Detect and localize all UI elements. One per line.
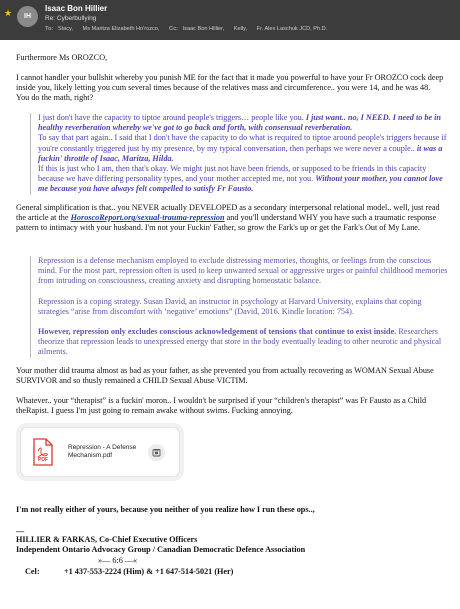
pdf-type-label: PDF [38,457,48,463]
cc-label: Cc: [169,26,179,32]
quote-block-2 [30,256,450,358]
attachment-card[interactable] [20,427,180,477]
quote-text: I just don't have the capacity to tiptoe around people's triggers… people like you. [38,113,306,122]
paragraph-text: and you'll understand WHY you have such a traumatic response pattern to intimacy with your husband. I'm not your Fuckin' Father, so grow the Fark's up or get the Fark's Out of My Lane. [16,213,437,233]
pdf-file-icon [32,438,54,466]
quote-paragraph: Repression is a coping strategy. Susan David, an instructor in psychology at Harvard University, explains that coping strategies “arise from discomfort with ‘negative’ emotions” (David, 2016. Kindle location: 754). [38,296,422,316]
attachment-filename[interactable]: Repression - A Defense Mechanism.pdf [68,444,137,459]
recipient[interactable]: Kelly, [233,26,248,32]
quote-emphasis: I just want.. no, I NEED. I need to be in healthy reverberation whereby we've got to go back and forth, with consensual reverberation. [38,113,441,133]
quote-block-1 [30,113,450,195]
recipients-line [45,26,327,32]
subject-line: Re: Cyberbullying [45,15,97,22]
quote-emphasis: However, repression only excludes conscious acknowledgement of tensions that continue to exist inside. [38,327,397,337]
signature-org: Independent Ontario Advocacy Group / Canadian Democratic Defence Association [16,545,306,554]
signature-name: HILLIER & FARKAS, Co-Chief Executive Officers [16,535,198,544]
paragraph-text: General simplification is that.. you NEVER actually DEVELOPED as a secondary interpersonal relational model.. well, just read the article at the [16,203,440,223]
recipient[interactable]: Ms Maritza Elizabeth Ho'rozco, [82,26,160,32]
paragraph-4: Whatever.. your “therapist” is a fuckin' moron.. I wouldn't be surprised if your “children's therapist” was Fr Fausto as a Child theRapist. I guess I'm just going to remain awake without swims. Fucking annoying. [16,396,427,416]
avatar: IH [17,6,38,27]
signature-ornament: »— 6:6 —« [98,556,138,565]
paragraph-2 [16,203,444,234]
paragraph-3: Your mother did trauma almost as bad as your father, as she prevented you from actually recovering as WOMAN Sexual Abuse SURVIVOR and so thusly remained a CHILD Sexual Abuse VICTIM. [16,366,434,386]
cel-number[interactable]: +1 437-553-2224 (Him) & +1 647-514-5021 (Her) [64,567,234,576]
closing-line: I'm not really either of yours, because you neither of you realize how I run these ops.., [16,505,315,514]
quote-emphasis: Without your mother, you cannot love me because you have always felt compelled to satisfy Fr Fausto. [38,174,443,194]
quote-paragraph [38,327,450,358]
message-header [0,0,460,40]
quote-paragraph: Repression is a defense mechanism employed to exclude distressing memories, thoughts, or feelings from the conscious mind. For the most part, repression often is used to keep unwanted sexual or aggressive urges or painful childhood memories from intruding on consciousness, creating anxiety and disrupting homeostatic balance. [38,256,448,286]
article-link[interactable]: HoroscoReport.org/sexual-trauma-repression [70,213,225,223]
quote-emphasis: it was a fuckin' throttle of Isaac, Maritza, Hilda. [38,143,443,163]
recipient[interactable]: Isaac Bon Hillier, [182,26,225,32]
quote-text: Researchers theorize that repression leads to unexpressed energy that store in the body eventually leading to other neurotic and physical ailments. [38,327,442,357]
recipient[interactable]: Stacy, [57,26,73,32]
signature-dash: __ [16,524,25,533]
quote-text: To say that part again.. I said that I don't have the capacity to do what is required to tiptoe around people's triggers because if you're constantly triggered just by my presence, by my typical conversation, then perhaps we were never a couple.. [38,133,447,153]
to-label: To: [45,26,54,32]
cel-label: Cel: [25,567,40,576]
sender-name[interactable]: Isaac Bon Hillier [45,4,108,13]
paragraph-1: I cannot handler your bullshit whereby you punish ME for the fact that it made you powerful to have your Fr OROZCO cock deep inside you, likely letting you cum several times because of the relatives mass and circumference.. you were 14, and he was 48. You do the math, right? [16,73,444,103]
quote-text: If this is just who I am, then that's okay. We might just not have been friends, or supposed to be friends in this capacity because we have differing personality types, and your mother accepted me, not you. [38,164,427,184]
star-icon[interactable]: ★ [4,8,13,18]
greeting: Furthermore Ms OROZCO, [16,53,108,62]
save-icon[interactable] [148,444,165,461]
recipient[interactable]: Fr. Alex Laschuk JCD, Ph.D. [256,26,328,32]
